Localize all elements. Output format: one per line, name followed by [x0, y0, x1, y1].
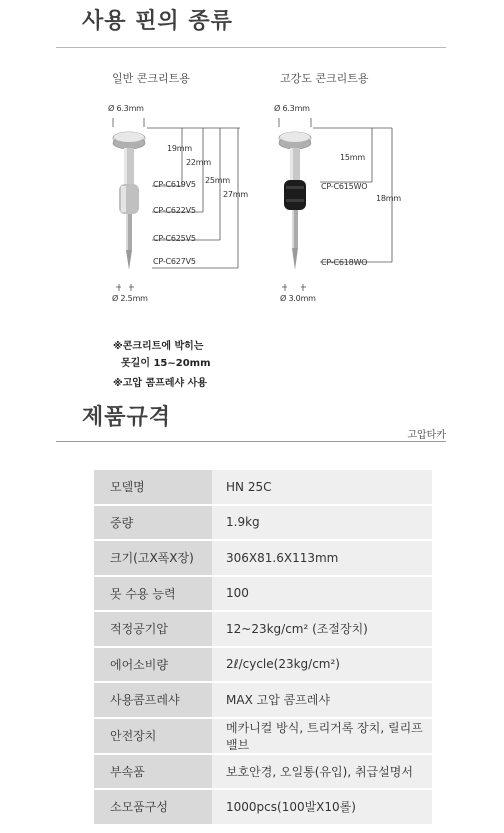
spec-key: 소모품구성 — [94, 789, 212, 825]
high-head-diameter: Ø 6.3mm — [274, 104, 310, 113]
normal-head-diameter: Ø 6.3mm — [108, 104, 144, 113]
high-model-618: CP-C618WO — [321, 258, 368, 267]
high-length-18: 18mm — [376, 194, 401, 203]
note-line-1: ※콘크리트에 박히는 — [113, 341, 204, 352]
normal-length-27: 27mm — [223, 190, 248, 199]
table-row — [94, 611, 432, 647]
spec-value: 2ℓ/cycle(23kg/cm²) — [212, 647, 432, 683]
note-line-2: 못길이 15~20mm — [121, 358, 211, 369]
high-shank-diameter: Ø 3.0mm — [280, 294, 316, 303]
normal-length-22: 22mm — [186, 158, 211, 167]
spec-key: 안전장치 — [94, 718, 212, 754]
normal-model-627: CP-C627V5 — [153, 257, 196, 266]
spec-key: 크기(고X폭X장) — [94, 540, 212, 576]
section-title-specs: 제품규격 — [82, 405, 172, 430]
spec-value: 100 — [212, 576, 432, 612]
spec-value: 12~23kg/cm² (조절장치) — [212, 611, 432, 647]
spec-value: MAX 고압 콤프레샤 — [212, 682, 432, 718]
note-line-3: ※고압 콤프레샤 사용 — [113, 378, 207, 389]
spec-key: 부속품 — [94, 754, 212, 790]
normal-model-619: CP-C619V5 — [153, 180, 196, 189]
spec-value: 1.9kg — [212, 505, 432, 541]
spec-value: 메카니컬 방식, 트리거록 장치, 릴리프밸브 — [212, 718, 432, 754]
high-model-615: CP-C615WO — [321, 182, 368, 191]
normal-model-622: CP-C622V5 — [153, 206, 196, 215]
normal-length-19: 19mm — [167, 144, 192, 153]
spec-key: 모델명 — [94, 470, 212, 505]
spec-key: 사용콤프레샤 — [94, 682, 212, 718]
high-strength-concrete-label: 고강도 콘크리트용 — [280, 72, 369, 85]
table-row — [94, 682, 432, 718]
table-row — [94, 540, 432, 576]
section-title-pin-types: 사용 핀의 종류 — [82, 9, 233, 34]
spec-key: 못 수용 능력 — [94, 576, 212, 612]
table-row — [94, 647, 432, 683]
normal-concrete-label: 일반 콘크리트용 — [112, 72, 190, 85]
pin-diagram — [0, 0, 504, 400]
table-row — [94, 505, 432, 541]
normal-length-25: 25mm — [205, 176, 230, 185]
spec-value: 보호안경, 오일통(유입), 취급설명서 — [212, 754, 432, 790]
spec-table — [94, 470, 432, 826]
table-row — [94, 789, 432, 825]
table-row — [94, 576, 432, 612]
table-row — [94, 718, 432, 754]
table-row — [94, 754, 432, 790]
divider — [56, 441, 446, 442]
spec-value: HN 25C — [212, 470, 432, 505]
normal-model-625: CP-C625V5 — [153, 234, 196, 243]
spec-value: 306X81.6X113mm — [212, 540, 432, 576]
spec-key: 중량 — [94, 505, 212, 541]
spec-value: 1000pcs(100발X10롤) — [212, 789, 432, 825]
normal-shank-diameter: Ø 2.5mm — [112, 294, 148, 303]
product-type-label: 고압타카 — [407, 430, 446, 441]
high-length-15: 15mm — [340, 153, 365, 162]
spec-key: 적정공기압 — [94, 611, 212, 647]
table-row — [94, 470, 432, 505]
spec-key: 에어소비량 — [94, 647, 212, 683]
